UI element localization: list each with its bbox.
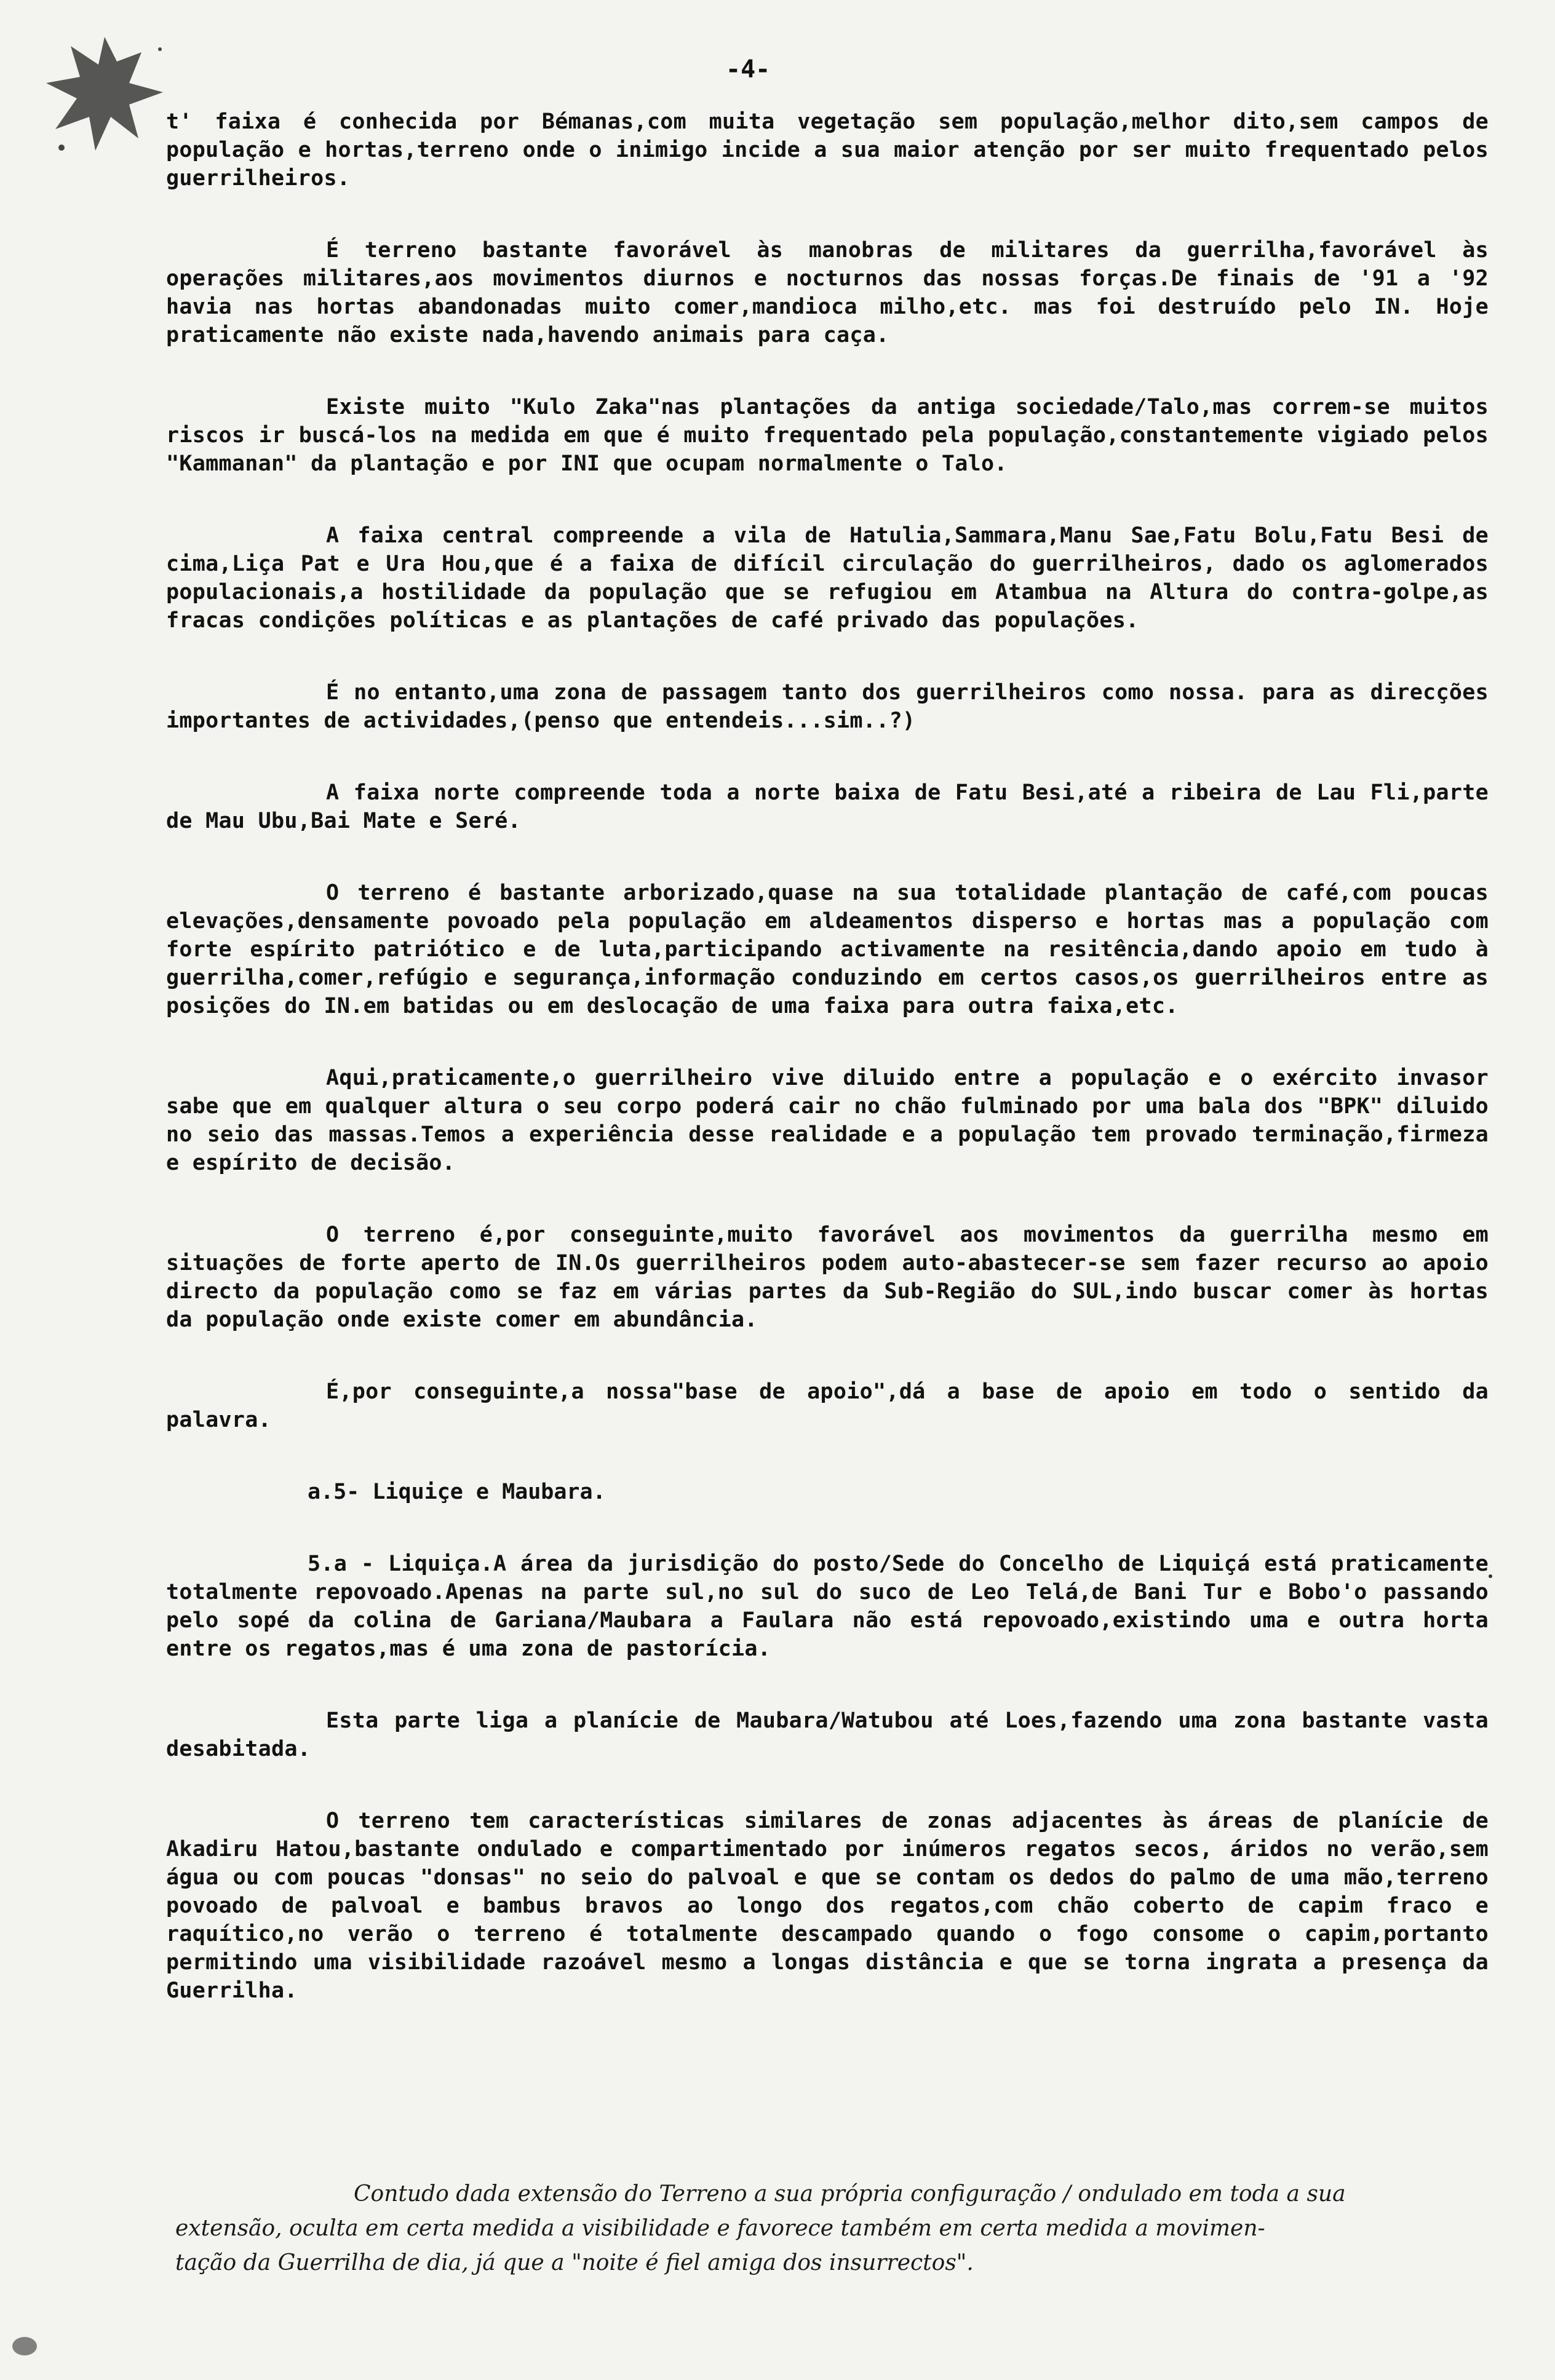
scan-speck: [12, 2337, 37, 2355]
page-number: -4-: [726, 55, 771, 84]
paragraph-4: A faixa central compreende a vila de Hatulia,Sammara,Manu Sae,Fatu Bolu,Fatu Besi de cima,Liça Pat e Ura Hou,que é a faixa de difícil circulação do guerrilheiros, dado os aglomerados populacionais,a hostilidade da população que se refugiou em Atambua na Altura do contra-golpe,as fracas condições políticas e as plantações de café privado das populações.: [166, 523, 1489, 633]
paragraph-6: A faixa norte compreende toda a norte baixa de Fatu Besi,até a ribeira de Lau Fli,parte de Mau Ubu,Bai Mate e Seré.: [166, 780, 1489, 833]
handwritten-line-2: extensão, oculta em certa medida a visibilidade e favorece também em certa medida a movimen-: [175, 2216, 1265, 2241]
paragraph-5: É no entanto,uma zona de passagem tanto dos guerrilheiros como nossa. para as direcções importantes de actividades,(penso que entendeis...sim..?): [166, 680, 1489, 733]
scan-speck: [1489, 1574, 1492, 1578]
ink-blot-mark: [37, 25, 178, 166]
paragraph-2: É terreno bastante favorável às manobras de militares da guerrilha,favorável às operações militares,aos movimentos diurnos e nocturnos das nossas forças.De finais de '91 a '92 havia nas hortas abandonadas muito comer,mandioca milho,etc. mas foi destruído pelo IN. Hoje praticamente não existe nada,havendo animais para caça.: [166, 238, 1489, 347]
paragraph-3: Existe muito "Kulo Zaka"nas plantações da antiga sociedade/Talo,mas correm-se muitos riscos ir buscá-los na medida em que é muito frequentado pela população,constantemente vigiado pelos "Kammanan" da plantação e por INI que ocupam normalmente o Talo.: [166, 395, 1489, 476]
paragraph-9: O terreno é,por conseguinte,muito favorável aos movimentos da guerrilha mesmo em situações de forte aperto de IN.Os guerrilheiros podem auto-abastecer-se sem fazer recurso ao apoio directo da população como se faz em várias partes da Sub-Região do SUL,indo buscar comer às hortas da população onde existe comer em abundância.: [166, 1223, 1489, 1332]
handwritten-line-3: tação da Guerrilha de dia, já que a "noite é fiel amiga dos insurrectos".: [175, 2250, 974, 2275]
section-heading: a.5- Liquiçe e Maubara.: [308, 1480, 606, 1504]
document-body: [166, 108, 1489, 2049]
paragraph-13: O terreno tem características similares de zonas adjacentes às áreas de planície de Akadiru Hatou,bastante ondulado e compartimentado por inúmeros regatos secos, áridos no verão,sem água ou com poucas "donsas" no seio do palvoal e que se contam os dedos do palmo de uma mão,terreno povoado de palvoal e bambus bravos ao longo dos regatos,com chão coberto de capim fraco e raquítico,no verão o terreno é totalmente descampado quando o fogo consome o capim,portanto permitindo uma visibilidade razoável mesmo a longas distância e que se torna ingrata a presença da Guerrilha.: [166, 1809, 1489, 2003]
paragraph-1: t' faixa é conhecida por Bémanas,com muita vegetação sem população,melhor dito,sem campos de população e hortas,terreno onde o inimigo incide a sua maior atenção por ser muito frequentado pelos guerrilheiros.: [166, 109, 1489, 191]
paragraph-11: 5.a - Liquiça.A área da jurisdição do posto/Sede do Concelho de Liquiçá está praticamente totalmente repovoado.Apenas na parte sul,no sul do suco de Leo Telá,de Bani Tur e Bobo'o passando pelo sopé da colina de Gariana/Maubara a Faulara não está repovoado,existindo uma e outra horta entre os regatos,mas é uma zona de pastorícia.: [166, 1552, 1489, 1661]
paragraph-7: O terreno é bastante arborizado,quase na sua totalidade plantação de café,com poucas elevações,densamente povoado pela população em aldeamentos disperso e hortas mas a população com forte espírito patriótico e de luta,participando activamente na resitência,dando apoio em tudo à guerrilha,comer,refúgio e segurança,informação conduzindo em certos casos,os guerrilheiros entre as posições do IN.em batidas ou em deslocação de uma faixa para outra faixa,etc.: [166, 881, 1489, 1018]
handwritten-note: [175, 2177, 1541, 2280]
handwritten-line-1: Contudo dada extensão do Terreno a sua própria configuração / ondulado em toda a sua: [354, 2181, 1346, 2207]
paragraph-12: Esta parte liga a planície de Maubara/Watubou até Loes,fazendo uma zona bastante vasta desabitada.: [166, 1708, 1489, 1761]
paragraph-8: Aqui,praticamente,o guerrilheiro vive diluido entre a população e o exército invasor sabe que em qualquer altura o seu corpo poderá cair no chão fulminado por uma bala dos "BPK" diluido no seio das massas.Temos a experiência desse realidade e a população tem provado terminação,firmeza e espírito de decisão.: [166, 1066, 1489, 1175]
paragraph-10: É,por conseguinte,a nossa"base de apoio",dá a base de apoio em todo o sentido da palavra.: [166, 1379, 1489, 1432]
